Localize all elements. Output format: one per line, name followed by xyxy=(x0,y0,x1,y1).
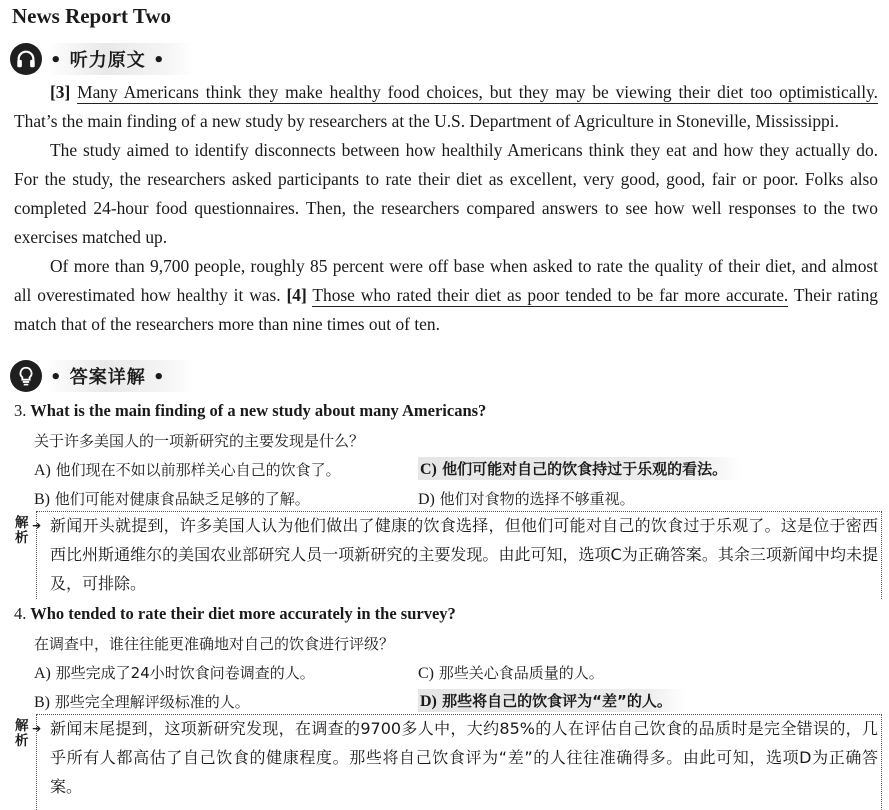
q3-option-c-letter: C) xyxy=(420,461,437,478)
transcript-p1-rest: That’s the main finding of a new study by researchers at the U.S. Department of Agriculture in Stoneville, Mississippi. xyxy=(14,111,839,131)
q4-option-b-text: 那些完全理解评级标准的人。 xyxy=(54,693,250,711)
question-4-translation: 在调查中，谁往往能更准确地对自己的饮食进行评级？ xyxy=(34,635,395,653)
q3-option-b-letter: B) xyxy=(34,491,50,508)
question-3-translation: 关于许多美国人的一项新研究的主要发现是什么？ xyxy=(34,432,365,450)
answers-section-label: • 答案详解 • xyxy=(46,360,194,392)
q3-option-c-text: 他们可能对自己的饮食持过于乐观的看法。 xyxy=(442,460,728,478)
q3-option-a xyxy=(34,459,341,480)
transcript-section-header xyxy=(10,42,194,76)
key-sentence-4: Those who rated their diet as poor tended to be far more accurate. xyxy=(312,285,789,305)
q4-option-a xyxy=(34,662,315,683)
question-3-text: What is the main finding of a new study about many Americans? xyxy=(30,401,487,420)
question-4-text: Who tended to rate their diet more accurately in the survey? xyxy=(30,604,456,623)
question-marker-3: [3] xyxy=(50,82,71,102)
q4-option-a-text: 那些完成了24小时饮食问卷调查的人。 xyxy=(55,664,315,682)
q4-option-c xyxy=(418,662,604,683)
transcript-p3-pre: Of more than 9,700 people, roughly 85 percent were off base when asked to rate the quality of their diet, and almost all overestimated how healthy it was. xyxy=(14,256,878,305)
transcript-p3-post: Their rating match that of the researchers more than nine times out of ten. xyxy=(14,285,878,334)
transcript-paragraph-2: The study aimed to identify disconnects between how healthily Americans think they eat and how they actually do. For the study, the researchers asked participants to rate their diet as excellent, very good, good, fair or poor. Folks also completed 24-hour food questionnaires. Then, the researchers compared answers to see how well responses to the two exercises matched up. xyxy=(14,140,878,247)
q3-explanation-text: 新闻开头就提到，许多美国人认为他们做出了健康的饮食选择，但他们可能对自己的饮食过于乐观了。这是位于密西西比州斯通维尔的美国农业部研究人员一项新研究的主要发现。由此可知，选项C为正确答案。其余三项新闻中均未提及，可排除。 xyxy=(50,516,878,593)
q4-option-c-letter: C) xyxy=(418,665,434,682)
arrow-right-icon: ➜ xyxy=(32,722,42,735)
q3-option-b-text: 他们可能对健康食品缺乏足够的了解。 xyxy=(54,490,310,508)
q4-option-d-letter: D) xyxy=(420,693,437,710)
q3-option-a-text: 他们现在不如以前那样关心自己的饮食了。 xyxy=(55,461,341,479)
arrow-right-icon: ➜ xyxy=(32,519,42,532)
report-title: News Report Two xyxy=(12,4,172,28)
transcript-paragraph-3 xyxy=(14,252,878,339)
q3-explanation-tag: 解析 xyxy=(15,515,29,546)
q3-option-b xyxy=(34,488,310,509)
key-sentence-3: Many Americans think they make healthy food choices, but they may be viewing their diet too optimistically. xyxy=(77,82,878,102)
lightbulb-icon xyxy=(10,360,42,392)
transcript-paragraph-1 xyxy=(14,78,878,136)
headphones-icon xyxy=(10,43,42,75)
q4-option-b-letter: B) xyxy=(34,694,50,711)
q4-explanation-tag: 解析 xyxy=(15,718,29,749)
question-4-number: 4. xyxy=(14,604,27,623)
question-3 xyxy=(14,401,486,421)
transcript-section-label: • 听力原文 • xyxy=(46,43,194,75)
question-marker-4: [4] xyxy=(286,285,307,305)
q3-option-a-letter: A) xyxy=(34,462,51,479)
q3-option-c-correct xyxy=(418,457,741,480)
q4-option-d-correct xyxy=(418,689,686,712)
q4-option-a-letter: A) xyxy=(34,665,51,682)
answers-section-header xyxy=(10,359,194,393)
question-3-number: 3. xyxy=(14,401,27,420)
q4-explanation-text: 新闻末尾提到，这项新研究发现，在调查的9700多人中，大约85%的人在评估自己饮食的品质时是完全错误的，几乎所有人都高估了自己饮食的健康程度。那些将自己饮食评为“差”的人往往准确得多。由此可知，选项D为正确答案。 xyxy=(50,719,878,796)
q3-option-d-letter: D) xyxy=(418,491,435,508)
q3-option-d xyxy=(418,488,635,509)
q3-option-d-text: 他们对食物的选择不够重视。 xyxy=(439,490,635,508)
q4-option-c-text: 那些关心食品质量的人。 xyxy=(438,664,604,682)
q4-option-d-text: 那些将自己的饮食评为“差”的人。 xyxy=(442,692,672,710)
q4-option-b xyxy=(34,691,250,712)
question-4 xyxy=(14,604,456,624)
